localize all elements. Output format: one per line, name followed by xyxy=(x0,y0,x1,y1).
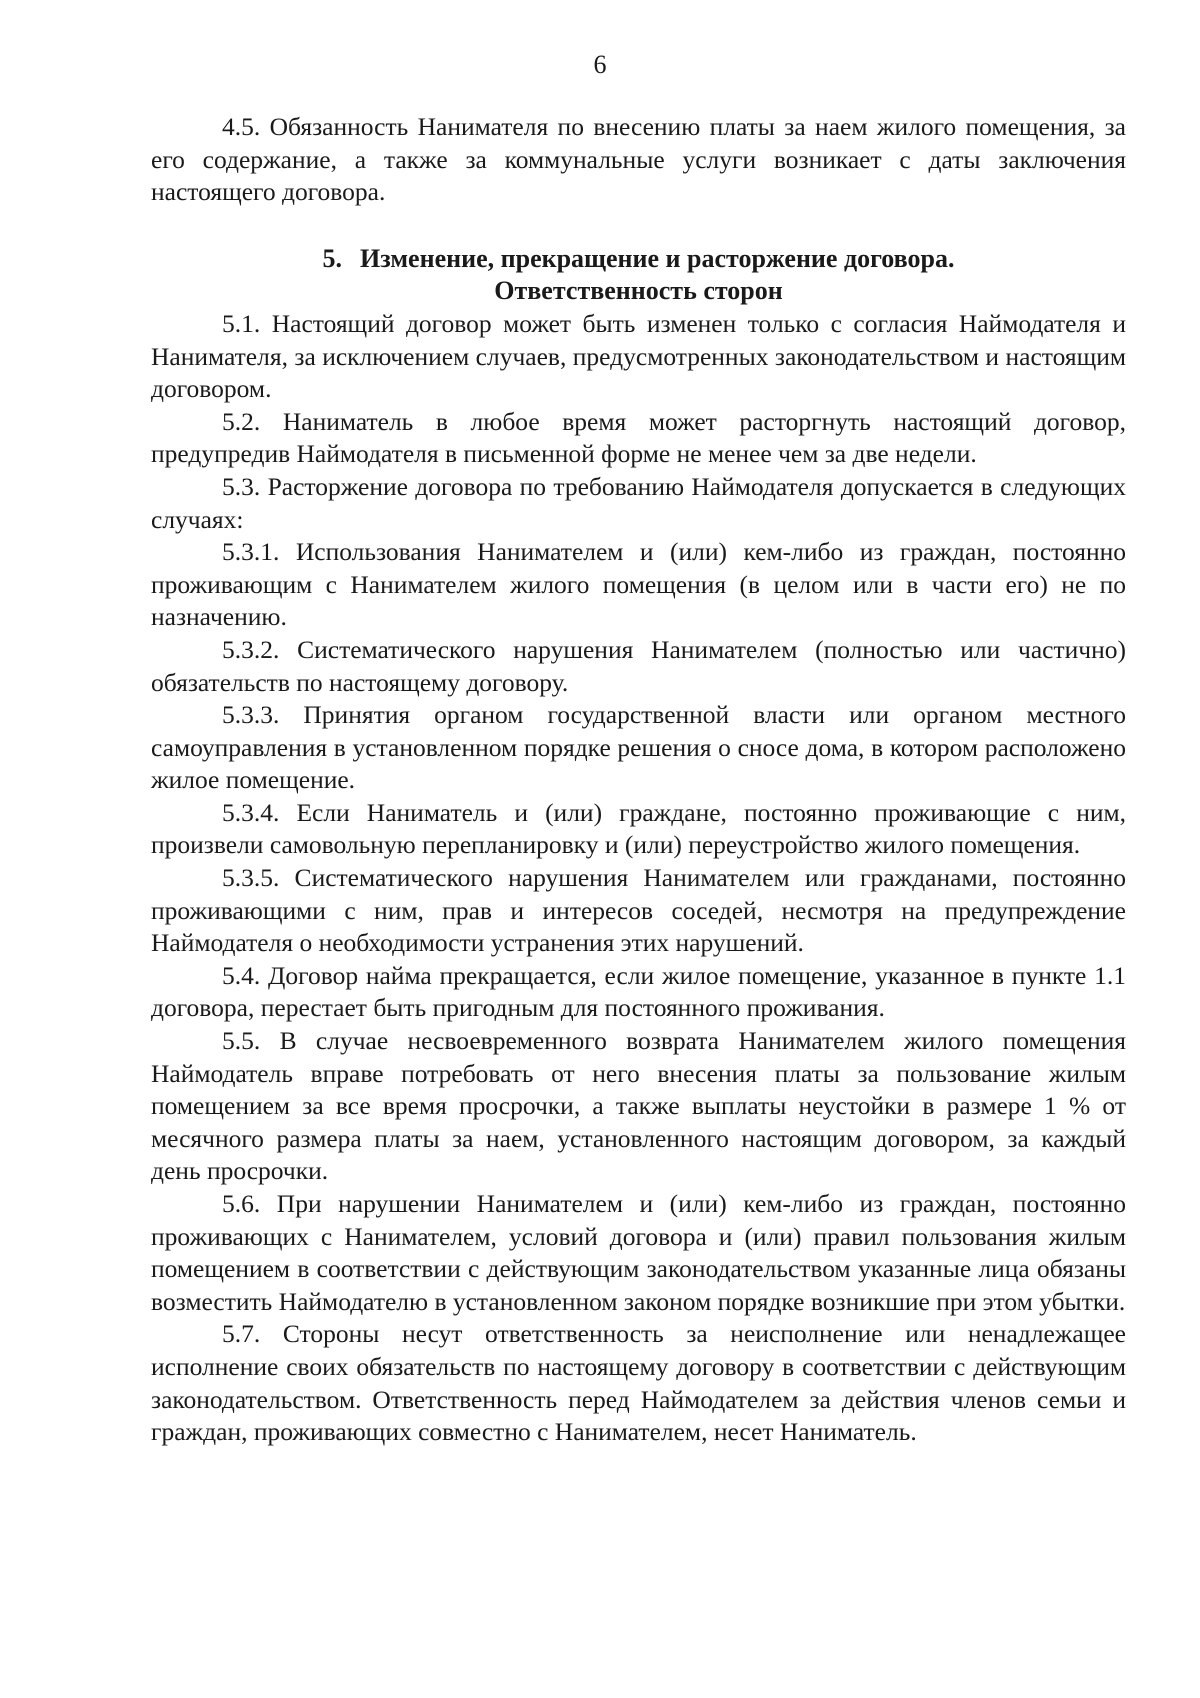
paragraph-5-7: 5.7. Стороны несут ответственность за неисполнение или ненадлежащее исполнение своих обязательств по настоящему договору в соответствии с действующим законодательством. Ответственность перед Наймодателем за действия членов семьи и граждан, проживающих совместно с Нанимателем, несет Наниматель. xyxy=(151,1319,1126,1447)
paragraph-5-1: 5.1. Настоящий договор может быть изменен только с согласия Наймодателя и Нанимателя, за исключением случаев, предусмотренных законодательством и настоящим договором. xyxy=(151,308,1126,404)
section-title-text: Изменение, прекращение и расторжение договора. xyxy=(360,243,955,273)
paragraph-4-5: 4.5. Обязанность Нанимателя по внесению платы за наем жилого помещения, за его содержание, а также за коммунальные услуги возникает с даты заключения настоящего договора. xyxy=(151,112,1126,207)
section-title-line1 xyxy=(151,243,1126,276)
paragraph-5-3: 5.3. Расторжение договора по требованию Наймодателя допускается в следующих случаях: xyxy=(151,471,1126,534)
paragraph-5-3-4: 5.3.4. Если Наниматель и (или) граждане, постоянно проживающие с ним, произвели самовольную перепланировку и (или) переустройство жилого помещения. xyxy=(151,797,1126,860)
paragraph-5-4: 5.4. Договор найма прекращается, если жилое помещение, указанное в пункте 1.1 договора, перестает быть пригодным для постоянного проживания. xyxy=(151,960,1126,1023)
paragraph-5-3-1: 5.3.1. Использования Нанимателем и (или) кем-либо из граждан, постоянно проживающим с Нанимателем жилого помещения (в целом или в части его) не по назначению. xyxy=(151,537,1126,632)
paragraph-5-3-5: 5.3.5. Систематического нарушения Нанимателем или гражданами, постоянно проживающими с ним, прав и интересов соседей, несмотря на предупреждение Наймодателя о необходимости устранения этих нарушений. xyxy=(151,863,1126,958)
section-heading xyxy=(151,243,1126,308)
document-body xyxy=(151,111,1126,1449)
paragraph-5-2: 5.2. Наниматель в любое время может расторгнуть настоящий договор, предупредив Наймодателя в письменной форме не менее чем за две недели. xyxy=(151,406,1126,469)
paragraph-5-3-3: 5.3.3. Принятия органом государственной власти или органом местного самоуправления в установленном порядке решения о сносе дома, в котором расположено жилое помещение. xyxy=(151,700,1126,795)
section-number: 5. xyxy=(322,243,343,273)
paragraph-5-6: 5.6. При нарушении Нанимателем и (или) кем-либо из граждан, постоянно проживающих с Нанимателем, условий договора и (или) правил пользования жилым помещением в соответствии с действующим законодательством указанные лица обязаны возместить Наймодателю в установленном законом порядке возникшие при этом убытки. xyxy=(151,1189,1126,1316)
page-number: 6 xyxy=(593,50,607,79)
paragraph-5-5: 5.5. В случае несвоевременного возврата Нанимателем жилого помещения Наймодатель вправе потребовать от него внесения платы за пользование жилым помещением за все время просрочки, а также выплаты неустойки в размере 1 % от месячного размера платы за наем, установленного настоящим договором, за каждый день просрочки. xyxy=(151,1026,1126,1186)
section-title-line2: Ответственность сторон xyxy=(494,276,783,306)
paragraph-5-3-2: 5.3.2. Систематического нарушения Нанимателем (полностью или частично) обязательств по настоящему договору. xyxy=(151,634,1126,697)
